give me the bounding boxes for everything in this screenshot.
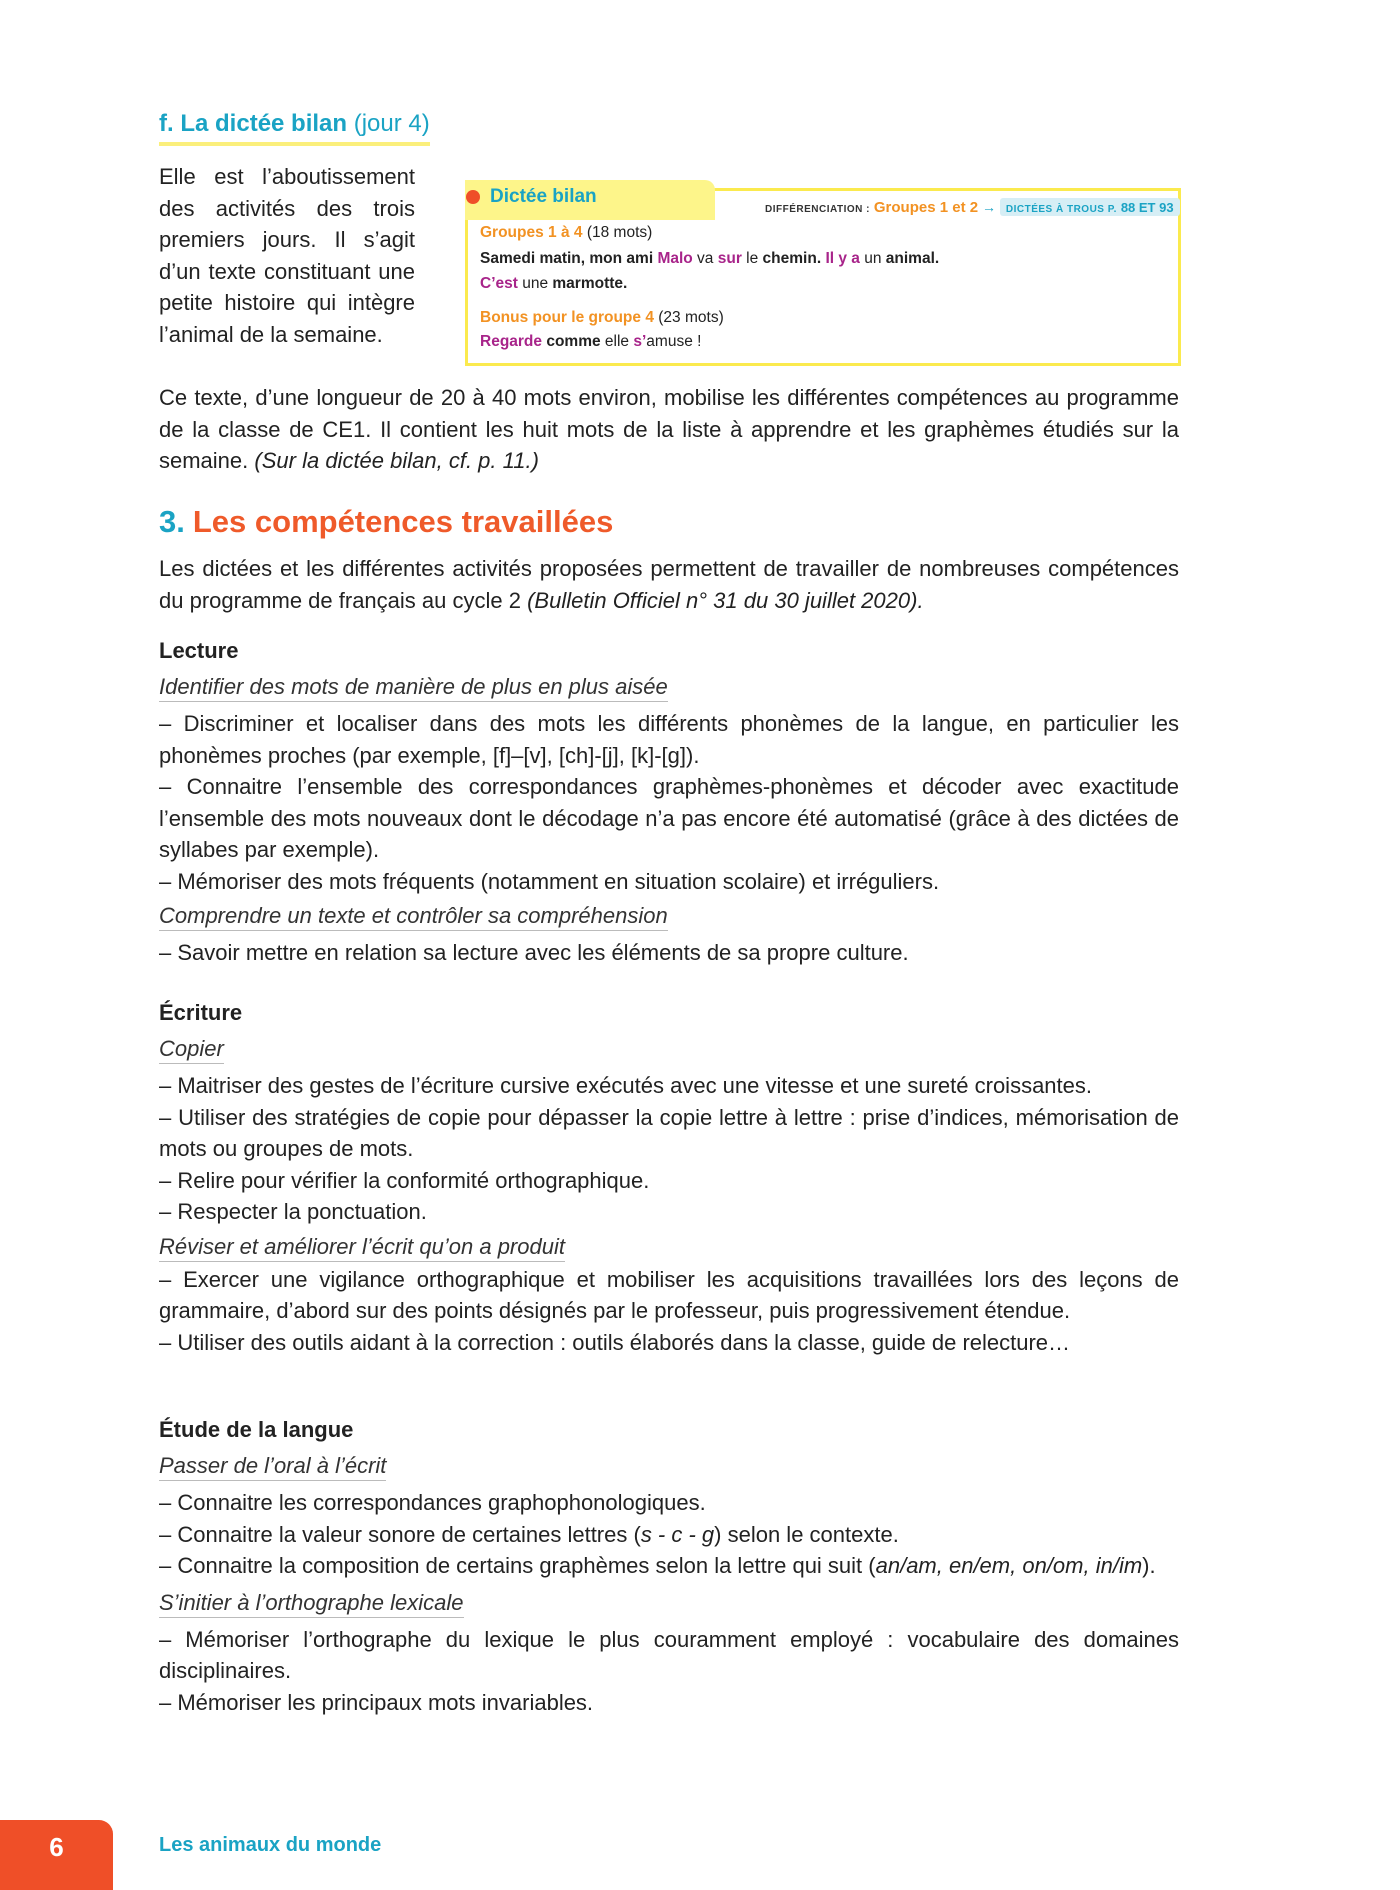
text-part: ) selon le contexte. bbox=[714, 1521, 899, 1547]
differentiation-note bbox=[765, 199, 1180, 216]
langue-section bbox=[159, 1417, 1179, 1718]
section-3-intro-text: Les dictées et les différentes activités proposées permettent de travailler de nombreuses compétences du programme de français au cycle 2 bbox=[159, 556, 1179, 613]
section-3-heading bbox=[159, 504, 613, 540]
bonus-label: Bonus pour le groupe 4 bbox=[480, 309, 654, 326]
ecriture-section bbox=[159, 1000, 1179, 1358]
dictee-sentence-3 bbox=[480, 333, 701, 351]
list-item: – Savoir mettre en relation sa lecture avec les éléments de sa propre culture. bbox=[159, 940, 909, 965]
list-item: – Connaitre les correspondances graphophonologiques. bbox=[159, 1490, 706, 1515]
word: un bbox=[859, 250, 886, 267]
word: sur bbox=[717, 250, 742, 267]
text-part: – Connaitre la valeur sonore de certaines lettres ( bbox=[159, 1521, 641, 1547]
section-3-number: 3. bbox=[159, 504, 185, 539]
group-label: Groupes 1 à 4 bbox=[480, 224, 583, 241]
word: . bbox=[934, 250, 940, 267]
lecture-heading: Lecture bbox=[159, 638, 239, 663]
list-item: – Connaitre l’ensemble des correspondances graphèmes-phonèmes et décoder avec exactitude l’ensemble des mots nouveaux dont le décodage n’a pas encore été automatisé (grâce à des dictées de syllabes par exemple). bbox=[159, 774, 1179, 862]
diff-pages: 88 ET 93 bbox=[1120, 200, 1174, 215]
section-f-day: (jour 4) bbox=[353, 110, 430, 137]
section-f-label: f. bbox=[159, 110, 174, 137]
word: amuse ! bbox=[646, 333, 702, 350]
langue-subheading-1: Passer de l’oral à l’écrit bbox=[159, 1453, 386, 1481]
diff-label: DIFFÉRENCIATION : bbox=[765, 204, 870, 215]
lecture-section bbox=[159, 638, 1179, 969]
word: . bbox=[623, 275, 628, 292]
word: Malo bbox=[657, 250, 693, 267]
dictee-sentence-2 bbox=[480, 275, 627, 293]
group-count: (18 mots) bbox=[586, 224, 653, 241]
text-part: – Connaitre la composition de certains graphèmes selon la lettre qui suit ( bbox=[159, 1553, 876, 1578]
ecriture-heading: Écriture bbox=[159, 1000, 243, 1025]
text-part: ). bbox=[1142, 1553, 1156, 1578]
word: chemin bbox=[762, 250, 817, 267]
bonus-count: (23 mots) bbox=[658, 309, 724, 326]
text-part: an/am, en/em, on/om, in/im bbox=[875, 1553, 1143, 1578]
ecriture-subheading-1: Copier bbox=[159, 1036, 224, 1064]
section-f-heading bbox=[159, 110, 430, 146]
list-item: – Relire pour vérifier la conformité orthographique. bbox=[159, 1167, 650, 1193]
diff-page-ref bbox=[1000, 198, 1180, 216]
section-3-intro-ref: (Bulletin Officiel n° 31 du 30 juillet 2020). bbox=[527, 587, 924, 613]
word: Il y a bbox=[825, 250, 860, 267]
dictee-sentence-1 bbox=[480, 250, 939, 268]
word: . bbox=[816, 250, 826, 267]
book-title: Les animaux du monde bbox=[159, 1834, 382, 1856]
list-item: – Maitriser des gestes de l’écriture cursive exécutés avec une vitesse et une sureté croissantes. bbox=[159, 1073, 1093, 1098]
intro-column-text: Elle est l’aboutissement des activités des trois premiers jours. Il s’agit d’un texte constituant une petite histoire qui intègre l’animal de la semaine. bbox=[159, 164, 415, 347]
ecriture-subheading-2: Réviser et améliorer l’écrit qu’on a produit bbox=[159, 1234, 565, 1262]
word: le bbox=[741, 250, 763, 267]
word: C’est bbox=[480, 275, 518, 292]
list-item: – Mémoriser l’orthographe du lexique le plus couramment employé : vocabulaire des domaines disciplinaires. bbox=[159, 1626, 1179, 1683]
intro-rest-text bbox=[159, 382, 1179, 477]
intro-rest-body: Ce texte, d’une longueur de 20 à 40 mots environ, mobilise les différentes compétences au programme de la classe de CE1. Il contient les huit mots de la liste à apprendre et les graphèmes étudiés sur la semaine. bbox=[159, 385, 1179, 473]
dictee-bilan-title: Dictée bilan bbox=[490, 186, 597, 207]
group-line bbox=[480, 224, 652, 242]
arrow-right-icon: → bbox=[981, 199, 996, 215]
bonus-line bbox=[480, 309, 724, 327]
bullet-dot-icon bbox=[466, 190, 480, 204]
list-item: – Exercer une vigilance orthographique et mobiliser les acquisitions travaillées lors des leçons de grammaire, d’abord sur des points désignés par le professeur, puis progressivement étendue. bbox=[159, 1266, 1179, 1323]
word: animal bbox=[885, 250, 935, 267]
list-item bbox=[159, 1550, 1179, 1582]
section-3-title: Les compétences travaillées bbox=[192, 504, 614, 539]
list-item: – Utiliser des stratégies de copie pour dépasser la copie lettre à lettre : prise d’indices, mémorisation de mots ou groupes de mots. bbox=[159, 1104, 1179, 1161]
list-item: – Discriminer et localiser dans des mots les différents phonèmes de la langue, en particulier les phonèmes proches (par exemple, [f]–[v], [ch]-[j], [k]-[g]). bbox=[159, 711, 1179, 768]
section-3-intro bbox=[159, 553, 1179, 616]
intro-ref: (Sur la dictée bilan, cf. p. 11.) bbox=[254, 448, 539, 473]
word: marmotte bbox=[552, 275, 624, 292]
lecture-subheading-1: Identifier des mots de manière de plus en plus aisée bbox=[159, 674, 668, 702]
list-item: – Mémoriser des mots fréquents (notamment en situation scolaire) et irréguliers. bbox=[159, 868, 940, 894]
word: va bbox=[692, 250, 718, 267]
word: une bbox=[517, 275, 553, 292]
list-item bbox=[159, 1519, 1179, 1551]
word: Samedi matin, mon ami bbox=[480, 250, 658, 267]
list-item: – Utiliser des outils aidant à la correction : outils élaborés dans la classe, guide de relecture… bbox=[159, 1329, 1071, 1355]
langue-subheading-2: S’initier à l’orthographe lexicale bbox=[159, 1590, 464, 1618]
lecture-subheading-2: Comprendre un texte et contrôler sa compréhension bbox=[159, 903, 668, 931]
diff-groups: Groupes 1 et 2 bbox=[873, 199, 979, 216]
text-part: s - c - g bbox=[640, 1521, 715, 1547]
list-item: – Mémoriser les principaux mots invariables. bbox=[159, 1689, 594, 1715]
word: comme bbox=[542, 333, 605, 350]
word: elle bbox=[604, 333, 634, 350]
list-item: – Respecter la ponctuation. bbox=[159, 1199, 427, 1224]
diff-ref-text: DICTÉES À TROUS P. bbox=[1005, 204, 1117, 215]
section-f-title: La dictée bilan bbox=[180, 110, 348, 137]
word: Regarde bbox=[480, 333, 543, 350]
langue-heading: Étude de la langue bbox=[159, 1417, 354, 1442]
word: s’ bbox=[633, 333, 647, 350]
page-number: 6 bbox=[49, 1832, 64, 1862]
